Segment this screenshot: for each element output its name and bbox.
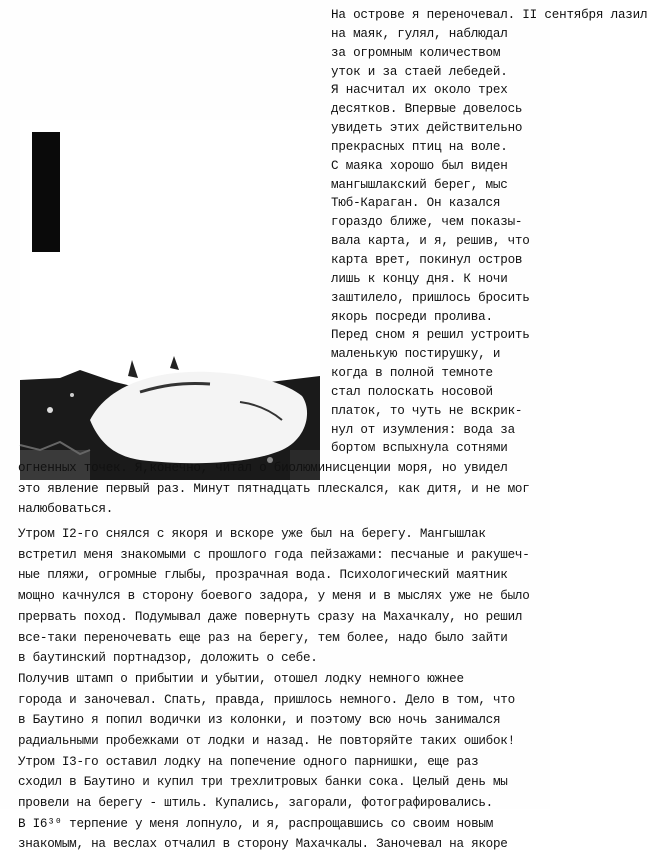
text-line: налюбоваться.	[18, 502, 113, 517]
text-line: В I6³⁰ терпение у меня лопнуло, и я, распрощавшись со своим новым	[18, 816, 494, 831]
text-line: нул от изумления: вода за	[331, 422, 515, 437]
text-line: провели на берегу - штиль. Купались, загорали, фотографировались.	[18, 796, 493, 810]
photo-scene	[20, 120, 320, 480]
text-line: Тюб-Караган. Он казался	[331, 196, 501, 211]
text-line: за огромным количеством	[331, 45, 501, 60]
text-line: увидеть этих действительно	[331, 121, 523, 136]
text-line: радиальными пробежками от лодки и назад. Не повторяйте таких ошибок!	[18, 733, 515, 748]
text-line: маленькую постирушку, и	[331, 347, 501, 362]
text-line: бортом вспыхнула сотнями	[331, 441, 508, 456]
text-line: гораздо ближе, чем показы-	[331, 215, 523, 230]
text-line: когда в полной темноте	[331, 366, 493, 381]
text-line: знакомым, на веслах отчалил в сторону Махачкалы. Заночевал на якоре	[18, 837, 508, 852]
text-line: мангышлакский берег, мыс	[331, 177, 508, 192]
text-line: мощно качнулся в сторону боевого задора, у меня и в мыслях уже не было	[18, 589, 530, 604]
text-line: прервать поход. Подумывал даже повернуть сразу на Махачкалу, но решил	[18, 609, 523, 624]
text-line: сходил в Баутино и купил три трехлитровых банки сока. Целый день мы	[18, 775, 508, 790]
text-line: вала карта, и я, решив, что	[331, 234, 530, 249]
text-line: это явление первый раз. Минут пятнадцать плескался, как дитя, и не мог	[18, 481, 530, 496]
text-line: в баутинский портнадзор, доложить о себе.	[18, 651, 318, 666]
text-line: Я насчитал их около трех	[331, 83, 508, 98]
text-line: прекрасных птиц на воле.	[331, 139, 508, 154]
text-line: ные пляжи, огромные глыбы, прозрачная вода. Психологический маятник	[18, 568, 508, 583]
text-line: Утром I2-го снялся с якоря и вскоре уже был на берегу. Мангышлак	[18, 527, 486, 542]
right-column-text	[331, 6, 647, 458]
text-line: огненных точек. Я,конечно, читал о биолюминисценции моря, но увидел	[18, 461, 508, 475]
text-line: С маяка хорошо был виден	[331, 158, 508, 173]
text-line: встретил меня знакомыми с прошлого года пейзажами: песчаные и ракушеч-	[18, 547, 530, 562]
text-line: в Баутино я попил водички из колонки, и поэтому всю ночь занимался	[18, 713, 501, 728]
text-line: на маяк, гулял, наблюдал	[331, 26, 508, 41]
text-line: якорь посреди пролива.	[331, 309, 493, 324]
photo	[20, 120, 320, 480]
text-line: заштилело, пришлось бросить	[331, 290, 530, 305]
text-line: Получив штамп о прибытии и убытии, отошел лодку немного южнее	[18, 671, 464, 686]
text-line: платок, то чуть не вскрик-	[331, 403, 523, 418]
text-line: Перед сном я решил устроить	[331, 328, 530, 343]
text-line: лишь к концу дня. К ночи	[331, 271, 508, 286]
text-line: десятков. Впервые довелось	[331, 102, 523, 117]
text-line: На острове я переночевал. II сентября лазил	[331, 8, 647, 22]
text-line: города и заночевал. Спать, правда, пришлось немного. Дело в том, что	[18, 692, 515, 707]
text-line: уток и за стаей лебедей.	[331, 64, 508, 79]
text-line: все-таки переночевать еще раз на берегу, тем более, надо было зайти	[18, 630, 508, 645]
text-line: стал полоскать носовой	[331, 384, 493, 399]
text-line: карта врет, покинул остров	[331, 252, 523, 267]
full-width-text	[18, 458, 548, 855]
text-line: Утром I3-го оставил лодку на попечение одного парнишки, еще раз	[18, 754, 479, 769]
